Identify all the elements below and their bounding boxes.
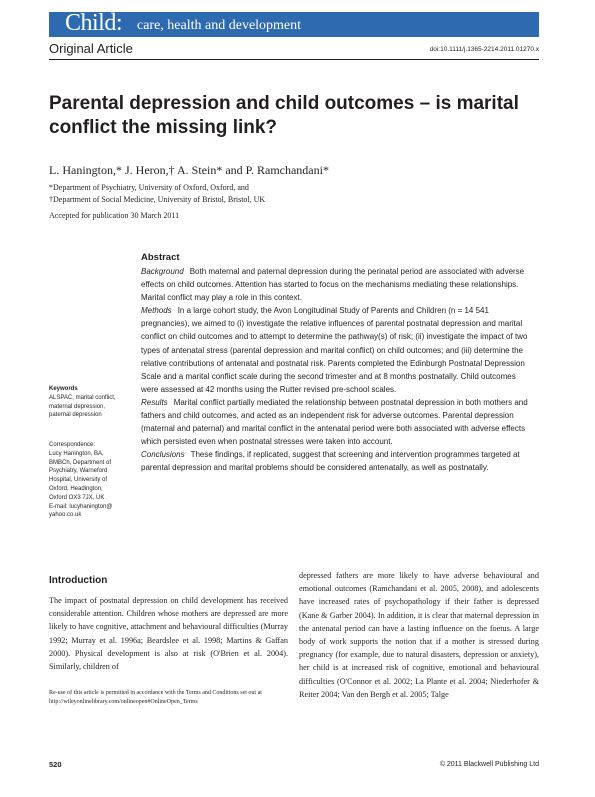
correspondence-heading: Correspondence: (49, 442, 96, 448)
article-type: Original Article (49, 41, 133, 56)
keywords-line: ALSPAC, marital conflict, (49, 394, 116, 401)
title-line: conflict the missing link? (49, 117, 278, 138)
title-line: Parental depression and child outcomes – is marital (49, 93, 519, 114)
body-text-left: The impact of postnatal depression on child development has received considerable attention. Children whose mothers are depressed are more likely to have cognitive, attachment and behavioural difficulties (Murray 1992; Murray et al. 1996a; Beardslee et al. 1998; Martins & Gaffan 2000). Physical development is also at risk (O'Brien et al. 2004). Similarly, children of (49, 596, 288, 672)
abstract-heading: Abstract (141, 252, 180, 263)
accepted-date: Accepted for publication 30 March 2011 (49, 211, 180, 220)
affiliation: †Department of Social Medicine, University of Bristol, Bristol, UK (49, 195, 266, 204)
results-text: Marital conflict partially mediated the relationship between postnatal depression in both mothers and fathers and child outcomes, and acted as an independent risk for adverse outcomes. Parental depression (maternal and paternal) and marital conflict in the antenatal period were both associated with adverse effects which persisted even when postnatal stresses were taken into account. (141, 397, 528, 447)
header-rule (49, 59, 539, 60)
copyright: © 2011 Blackwell Publishing Ltd (439, 761, 539, 768)
abstract (141, 252, 533, 475)
doi[interactable]: doi:10.1111/j.1365-2214.2011.01270.x (429, 46, 539, 53)
journal-logo: Child: (65, 10, 123, 36)
affiliation: *Department of Psychiatry, University of Oxford, Oxford, and (49, 183, 249, 192)
background-label: Background (141, 267, 184, 276)
background-text: Both maternal and paternal depression during the perinatal period are associated with adverse effects on child outcomes. Attention has started to focus on the mechanisms mediating these relationships. Marital conflict may play a role in this context. (141, 267, 525, 303)
page-number: 520 (49, 760, 62, 769)
journal-subtitle: care, health and development (137, 18, 302, 33)
methods-label: Methods (141, 306, 172, 316)
correspondence-line: Lucy Hanington, BA, (49, 450, 104, 457)
footnote: Re-use of this article is permitted in accordance with the Terms and Conditions set out at http://wileyonlinelibrary.com/onlineopen#OnlineOpen_Terms (49, 690, 262, 706)
body-text-right: depressed fathers are more likely to have adverse behavioural and emotional outcomes (Ramchandani et al. 2005, 2008), and adolescents have increased rates of psychopathology if their father is depressed (Kane & Garber 2004). In addition, it is clear that maternal depression in the antenatal period can have a lasting influence on the foetus. A large body of work supports the notion that if a mother is stressed during pregnancy (for example, due to natural disasters, depression or anxiety), her child is at increased risk of cognitive, emotional and behavioural difficulties (O'Connor et al. 2002; La Plante et al. 2004; Niederhofer & Reiter 2004; Van den Bergh et al. 2005; Talge (299, 571, 539, 699)
conclusions-text: These findings, if replicated, suggest that screening and intervention programmes targeted at parental depression and marital problems should be considered antenatally, as well as postnatally. (141, 450, 520, 473)
keywords-line: maternal depression, (49, 403, 106, 410)
abstract-results (141, 396, 533, 448)
abstract-background (141, 265, 533, 304)
correspondence (49, 441, 134, 520)
abstract-conclusions (141, 448, 533, 474)
journal-banner (49, 12, 539, 37)
correspondence-line[interactable]: E-mail: lucyhanington@ (49, 503, 113, 510)
keywords-line: paternal depression (49, 412, 102, 419)
correspondence-line: Oxford OX3 7JX, UK (49, 494, 105, 501)
article-title (49, 92, 529, 140)
methods-text: In a large cohort study, the Avon Longitudinal Study of Parents and Children (n = 14 541 pregnancies), we aimed to (i) investigate the relative influences of parental postnatal depression and marital conflict on child outcomes and to attempt to determine the pathway(s) of risk; (ii) investigate the impact of two types of antenatal stress (parental depression and marital conflict) on child outcomes; and (iii) determine the relative contributions of antenatal and postnatal risk. Parents completed the Edinburgh Postnatal Depression Scale and a marital conflict scale during the second trimester and at 8 months postnatally. Child outcomes were assessed at 42 months using the Rutter revised pre-school scales. (141, 306, 528, 394)
conclusions-label: Conclusions (141, 450, 185, 460)
correspondence-line: Oxford, Headington, (49, 485, 103, 492)
keywords (49, 385, 134, 420)
correspondence-line: Hospital, University of (49, 477, 108, 484)
keywords-heading: Keywords (49, 386, 78, 392)
abstract-methods (141, 304, 533, 396)
correspondence-line: Psychiatry, Warneford (49, 468, 108, 475)
author-list: L. Hanington,* J. Heron,† A. Stein* and P. Ramchandani* (49, 163, 329, 177)
results-label: Results (141, 397, 168, 407)
section-heading: Introduction (49, 575, 108, 586)
correspondence-line: BMBCh, Department of (49, 459, 112, 466)
correspondence-line[interactable]: yahoo.co.uk (49, 512, 82, 519)
